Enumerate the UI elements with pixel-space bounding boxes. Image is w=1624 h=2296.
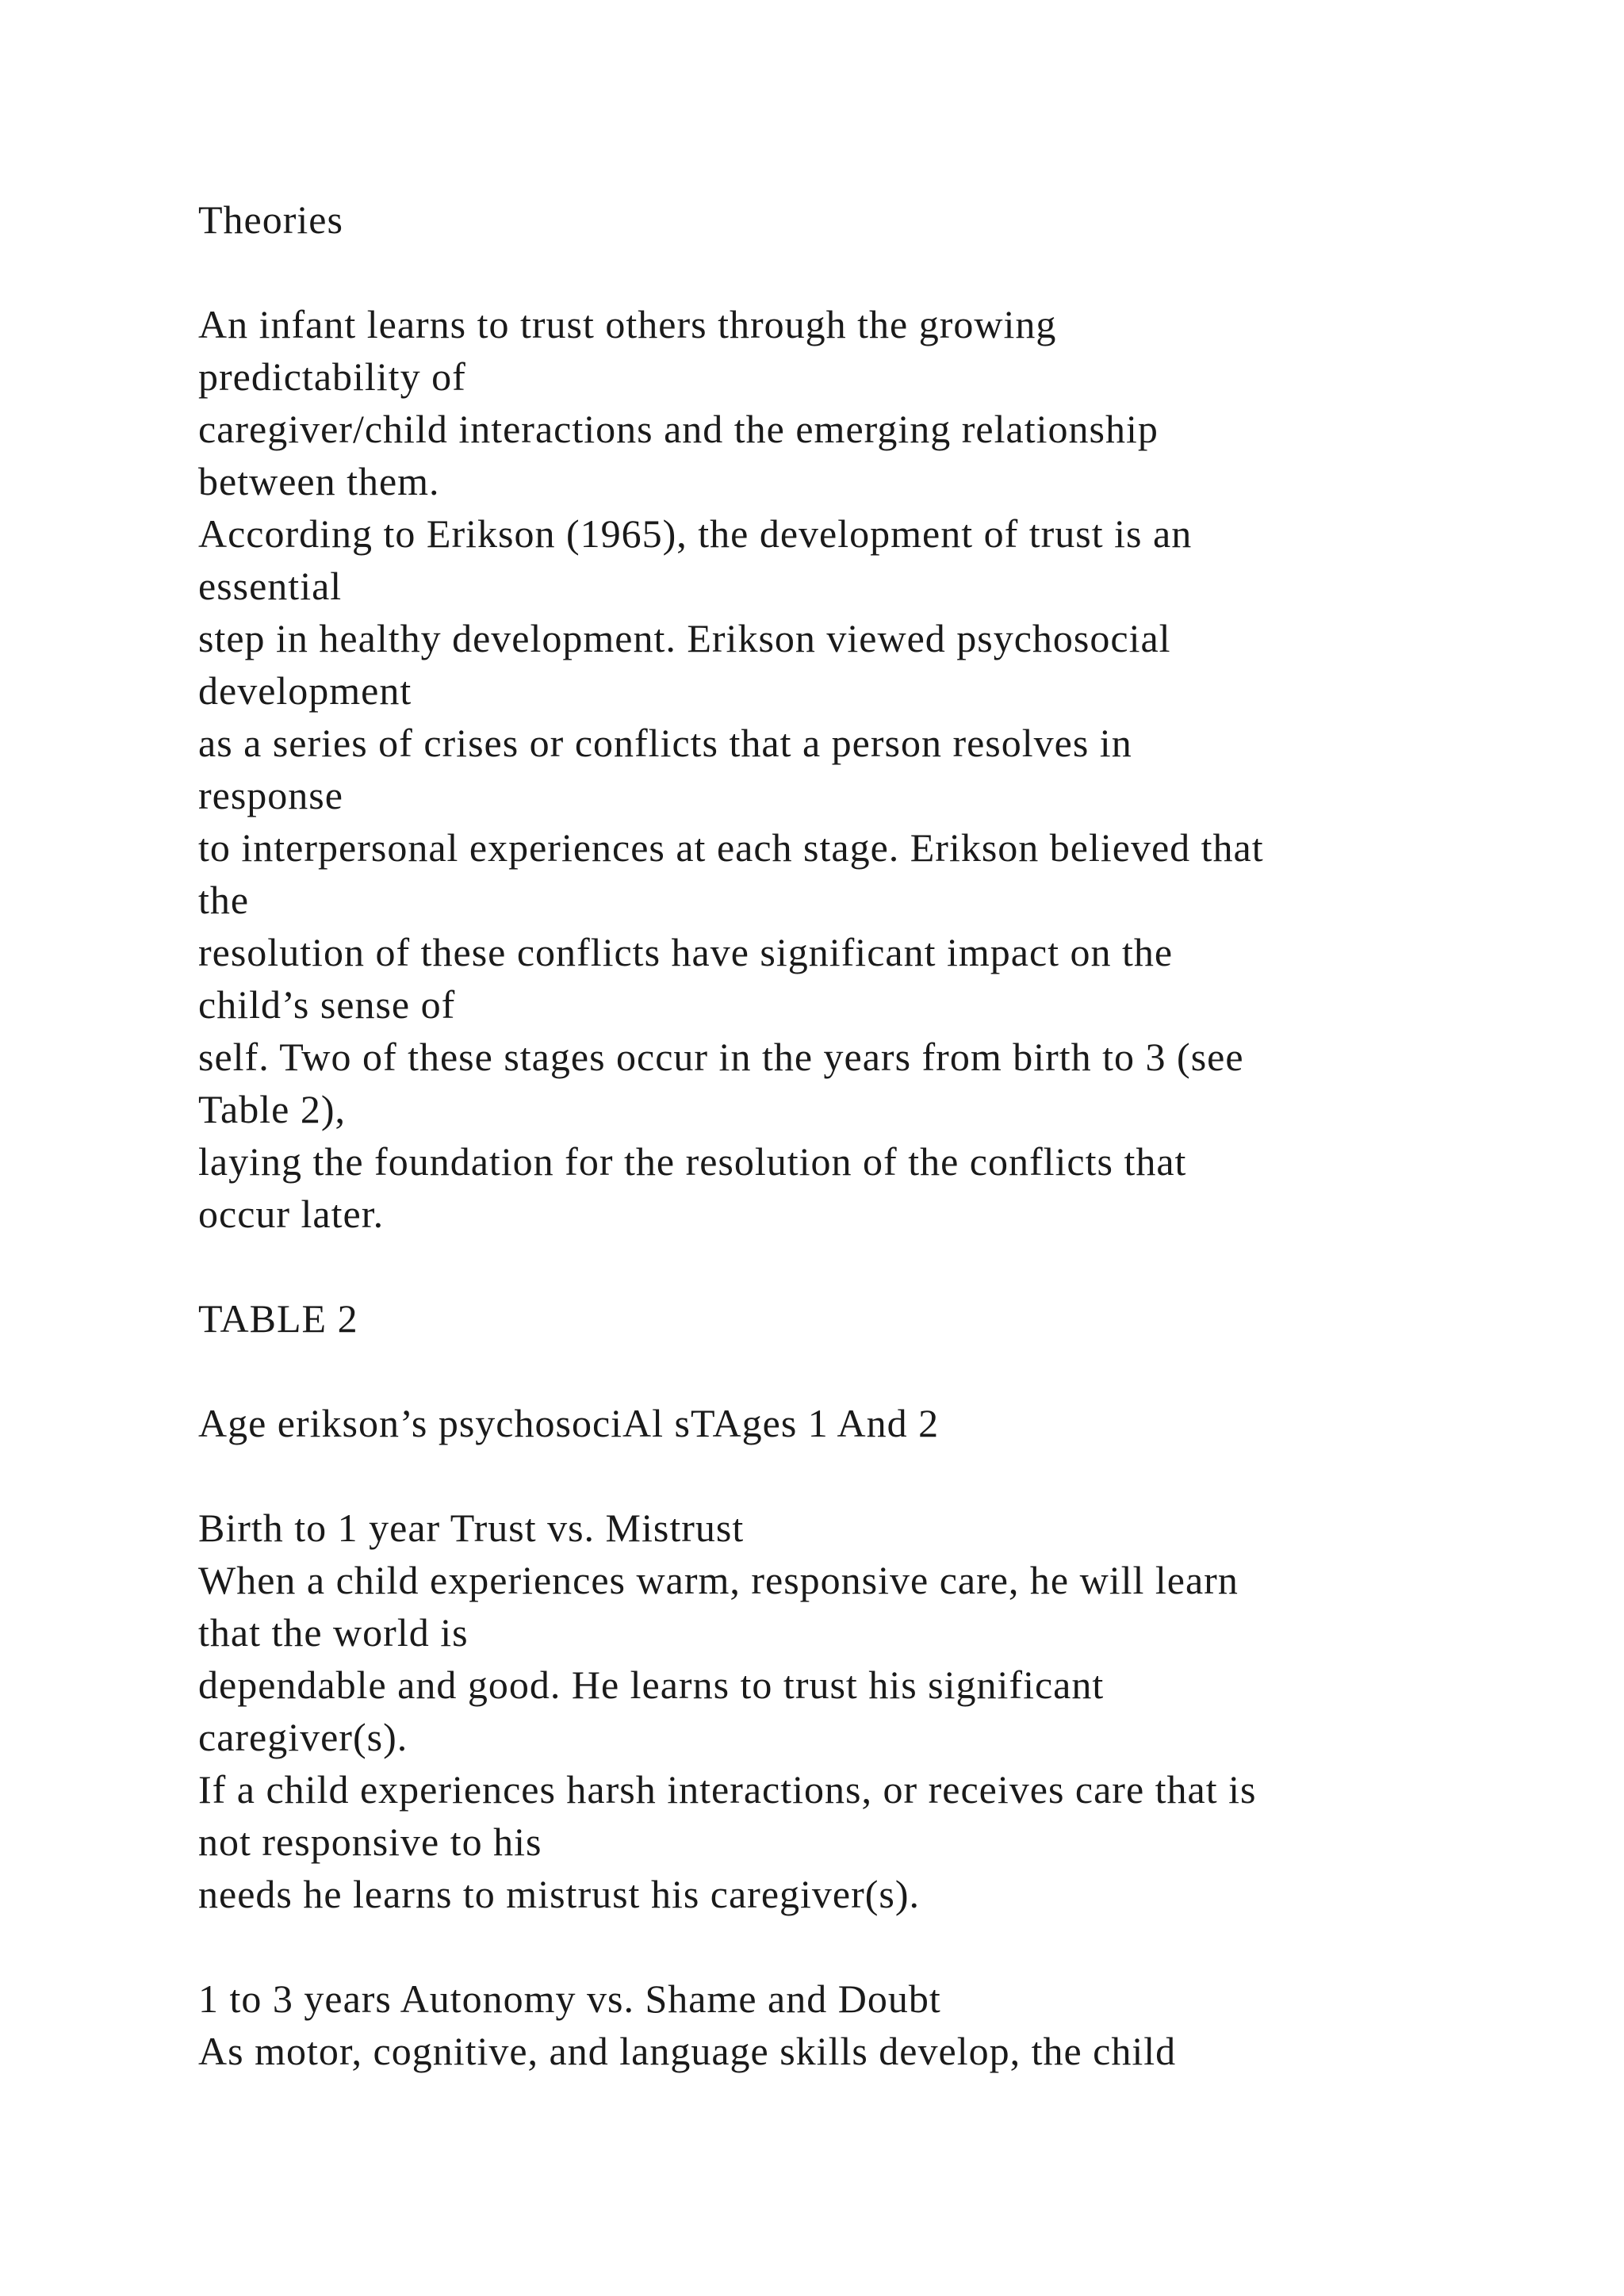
text-line: needs he learns to mistrust his caregiver(s). xyxy=(198,1872,921,1916)
text-line: between them. xyxy=(198,459,440,503)
text-line: that the world is xyxy=(198,1610,469,1655)
text-line: development xyxy=(198,668,412,713)
paragraph-trust xyxy=(198,298,1546,1240)
text-line: When a child experiences warm, responsive care, he will learn xyxy=(198,1558,1239,1602)
blank-line xyxy=(198,246,1546,298)
text-line: According to Erikson (1965), the development of trust is an xyxy=(198,511,1193,556)
stage-autonomy-vs-shame xyxy=(198,1973,1546,2077)
text-line: dependable and good. He learns to trust his significant xyxy=(198,1663,1105,1707)
text-line: laying the foundation for the resolution of the conflicts that xyxy=(198,1139,1187,1184)
text-line: Birth to 1 year Trust vs. Mistrust xyxy=(198,1506,745,1550)
document-text xyxy=(198,193,1546,2077)
text-line: as a series of crises or conflicts that a person resolves in xyxy=(198,721,1132,765)
section-heading: Theories xyxy=(198,197,343,242)
text-line: 1 to 3 years Autonomy vs. Shame and Doubt xyxy=(198,1976,941,2021)
text-line: If a child experiences harsh interactions, or receives care that is xyxy=(198,1767,1257,1812)
table-label: TABLE 2 xyxy=(198,1296,358,1341)
text-line: caregiver/child interactions and the emerging relationship xyxy=(198,407,1159,451)
text-line: As motor, cognitive, and language skills develop, the child xyxy=(198,2029,1177,2073)
text-line: caregiver(s). xyxy=(198,1715,408,1759)
text-line: child’s sense of xyxy=(198,982,456,1027)
text-line: to interpersonal experiences at each stage. Erikson believed that xyxy=(198,825,1264,870)
blank-line xyxy=(198,1345,1546,1397)
text-line: not responsive to his xyxy=(198,1820,542,1864)
text-line: essential xyxy=(198,564,343,608)
blank-line xyxy=(198,1240,1546,1292)
text-line: predictability of xyxy=(198,354,466,399)
table-header: Age erikson’s psychosociAl sTAges 1 And 2 xyxy=(198,1401,940,1445)
text-line: the xyxy=(198,878,250,922)
text-line: resolution of these conflicts have significant impact on the xyxy=(198,930,1174,974)
text-line: Table 2), xyxy=(198,1087,346,1131)
text-line: An infant learns to trust others through the growing xyxy=(198,302,1057,346)
text-line: step in healthy development. Erikson viewed psychosocial xyxy=(198,616,1171,660)
text-line: self. Two of these stages occur in the years from birth to 3 (see xyxy=(198,1035,1244,1079)
blank-line xyxy=(198,1449,1546,1502)
blank-line xyxy=(198,1920,1546,1973)
text-line: occur later. xyxy=(198,1192,385,1236)
stage-trust-vs-mistrust xyxy=(198,1502,1546,1920)
text-line: response xyxy=(198,773,343,817)
